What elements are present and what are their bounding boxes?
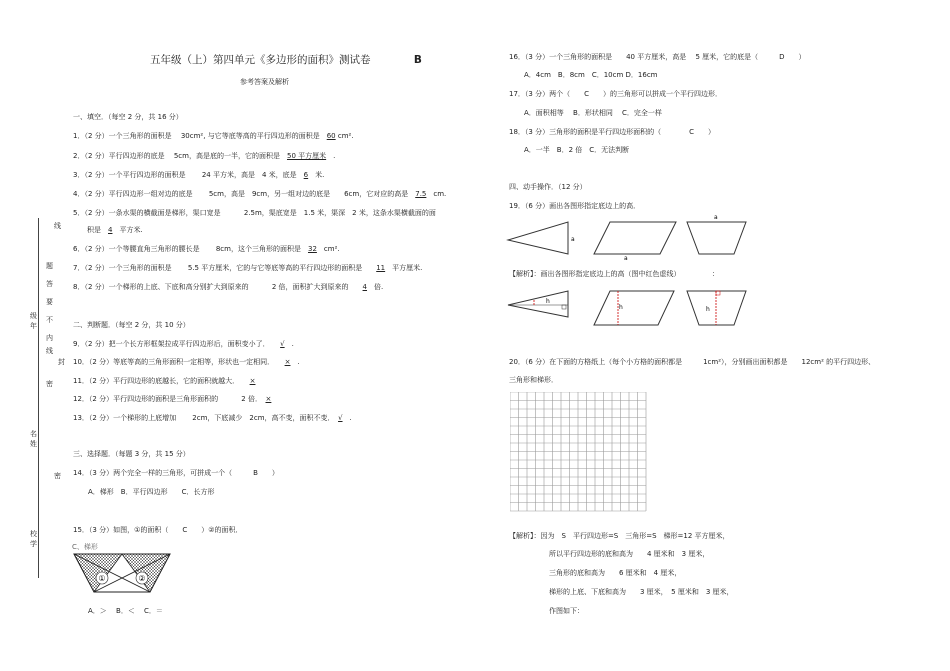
q7-text: 7．（2 分）一个三角形的面积是 5.5 平方厘米，它的与它等底等高的平行四边形的面积是 [73, 264, 377, 272]
side-label-no-answer-4: 不 [46, 316, 53, 324]
q9-text: 9．（2 分）把一个长方形框架拉成平行四边形后，面积变小了． [73, 340, 267, 348]
q5-text: 5．（2 分）一条水渠的横截面是梯形，渠口宽是 2.5m，渠底宽是 1.5 米，渠深 2 米，这条水渠横截面的面 [73, 209, 436, 217]
triangle-label-a: a [571, 236, 575, 243]
question-11 [73, 377, 255, 386]
question-12 [73, 395, 271, 404]
q6-text: 6．（2 分）一个等腰直角三角形的腰长是 8cm，这个三角形的面积是 [73, 245, 308, 253]
q1-text: 1．（2 分）一个三角形的面积是 30cm², 与它等底等高的平行四边形的面积是 [73, 132, 327, 140]
q19-answer-shapes [506, 285, 756, 331]
q1-answer: 60 [326, 132, 336, 140]
q13-answer: √ [338, 414, 343, 422]
question-1 [73, 132, 354, 141]
q7-answer: 11 [376, 264, 386, 272]
side-label-no-answer-5: 内 [46, 334, 53, 342]
question-18-options: A．一半 B．2 倍 C．无法判断 [524, 146, 630, 154]
question-5-cont [73, 226, 143, 235]
q8-post: 倍. [367, 283, 384, 291]
side-label-school-2: 学 [30, 540, 37, 548]
question-5 [73, 209, 436, 218]
question-17: 17．（3 分）两个（ C ）的三角形可以拼成一个平行四边形． [509, 90, 722, 98]
analysis-line-5: 作图如下： [549, 607, 584, 615]
q9-post: . [284, 340, 294, 348]
q12-answer: × [265, 395, 272, 403]
question-14-options: A．梯形 B．平行四边形 C．长方形 [88, 488, 215, 496]
page-version: B [413, 54, 422, 66]
side-label-secret2: 密 [54, 472, 61, 480]
q4-text: 4．（2 分）平行四边形一组对边的底是 5cm，高是 9cm，另一组对边的底是 6cm，它对应的高是 [73, 190, 416, 198]
analysis-line-3: 三角形的底和高为 6 厘米和 4 厘米， [549, 569, 682, 577]
q10-post: . [290, 358, 300, 366]
triangle-h-label: h [546, 298, 550, 305]
question-18: 18．（3 分）三角形的面积是平行四边形面积的（ C ） [509, 128, 715, 136]
region-2-label: ② [138, 574, 146, 583]
side-label-name-2: 姓 [30, 440, 37, 448]
page-title [150, 52, 422, 67]
side-label-no-answer-3: 要 [46, 298, 53, 306]
q9-answer: √ [280, 340, 285, 348]
binding-line [38, 218, 39, 578]
question-19: 19．（6 分）画出各图形指定底边上的高． [509, 202, 641, 210]
q2-post: . [326, 152, 336, 160]
triangle-shape [508, 222, 568, 254]
question-10 [73, 358, 300, 367]
q6-post: cm². [316, 245, 340, 253]
section4-heading: 四、动手操作．（12 分） [509, 183, 587, 191]
section1-heading: 一、填空．（每空 2 分，共 16 分） [73, 113, 183, 121]
analysis-line-2: 所以平行四边形的底和高为 4 厘米和 3 厘米， [549, 550, 710, 558]
parallelogram-h-label: h [619, 304, 623, 311]
question-20-cont: 三角形和梯形． [509, 376, 558, 384]
trapezoid-h-label: h [706, 306, 710, 313]
q19-analysis: 【解析】：画出各图形指定底边上的高（图中红色虚线） ： [509, 270, 719, 278]
q2-text: 2．（2 分）平行四边形的底是 5cm，高是底的一半，它的面积是 [73, 152, 287, 160]
side-label-no-answer-6: 线 [46, 347, 53, 355]
parallelogram-label-a: a [624, 255, 628, 260]
trapezoid-shape [687, 222, 746, 254]
q5-cont-text: 积是 [73, 226, 108, 234]
q10-answer: × [284, 358, 291, 366]
q12-text: 12．（2 分）平行四边形的面积是三角形面积的 2 倍． [73, 395, 259, 403]
q11-text: 11．（2 分）平行四边形的底越长，它的面积就越大． [73, 377, 236, 385]
q3-post: 米. [308, 171, 325, 179]
question-13 [73, 414, 352, 423]
q11-answer: × [249, 377, 256, 385]
analysis-line-4: 梯形的上底、下底和高为 3 厘米， 5 厘米和 3 厘米， [549, 588, 734, 596]
q1-post: cm². [335, 132, 354, 140]
question-3 [73, 171, 324, 180]
q6-answer: 32 [307, 245, 317, 253]
side-label-name-1: 名 [30, 430, 37, 438]
side-label-seal: 封 [58, 358, 65, 366]
parallelogram-shape [594, 222, 676, 254]
side-label-school-1: 校 [30, 530, 37, 538]
section3-heading: 三、选择题．（每题 3 分，共 15 分） [73, 450, 190, 458]
question-15: 15．（3 分）如图，①的面积（ C ）②的面积． [73, 526, 243, 534]
trapezoid-label-a: a [714, 214, 718, 221]
q5-answer: 4 [108, 226, 113, 234]
section2-heading: 二、判断题．（每空 2 分，共 10 分） [73, 321, 190, 329]
q4-answer: 7.5 [415, 190, 427, 198]
question-17-options: A．面积相等 B．形状相同 C．完全一样 [524, 109, 662, 117]
q8-answer: 4 [362, 283, 368, 291]
q3-answer: 6 [303, 171, 309, 179]
q10-text: 10．（2 分）等底等高的三角形面积一定相等，形状也一定相同． [73, 358, 271, 366]
side-label-no-answer-2: 答 [46, 280, 53, 288]
side-label-no-answer-1: 题 [46, 262, 53, 270]
question-14: 14．（3 分）两个完全一样的三角形，可拼成一个（ B ） [73, 469, 279, 477]
q19-shapes [506, 214, 756, 260]
question-4 [73, 190, 446, 199]
question-20: 20．（6 分）在下面的方格纸上（每个小方格的面积都是 1cm²），分别画出面积都是 12cm² 的平行四边形、 [509, 358, 876, 366]
page-title-text: 五年级（上）第四单元《多边形的面积》测试卷 [150, 54, 371, 66]
side-label-line: 线 [54, 222, 61, 230]
page-subtitle: 参考答案及解析 [240, 78, 289, 86]
q13-post: . [342, 414, 352, 422]
question-2 [73, 152, 335, 161]
q15-trapezoid-figure [72, 550, 172, 596]
q8-text: 8．（2 分）一个梯形的上底、下底和高分别扩大到原来的 2 倍，面积扩大到原来的 [73, 283, 363, 291]
question-8 [73, 283, 383, 292]
q15-figure-label: C、梯形 [72, 543, 98, 551]
q5-post: 平方米. [112, 226, 143, 234]
question-6 [73, 245, 340, 254]
q13-text: 13．（2 分）一个梯形的上底增加 2cm，下底减少 2cm，高不变，面积不变． [73, 414, 332, 422]
q2-answer: 50 平方厘米 [286, 152, 327, 160]
q4-post: cm. [426, 190, 447, 198]
question-9 [73, 340, 294, 349]
question-7 [73, 264, 422, 273]
side-label-grade-2: 年 [30, 322, 37, 330]
q3-text: 3．（2 分）一个平行四边形的面积是 24 平方米，高是 4 米，底是 [73, 171, 304, 179]
side-label-grade-1: 级 [30, 312, 37, 320]
question-15-options: A．＞ B．＜ C．＝ [88, 607, 163, 615]
q7-post: 平方厘米. [385, 264, 423, 272]
region-1-label: ① [98, 574, 106, 583]
graph-paper-grid [510, 392, 660, 522]
analysis-line-1: 【解析】：因为 S 平行四边形=S 三角形=S 梯形=12 平方厘米， [509, 532, 730, 540]
question-16-options: A．4cm B．8cm C．10cm D．16cm [524, 71, 658, 79]
question-16: 16．（3 分）一个三角形的面积是 40 平方厘米，高是 5 厘米，它的底是（ D ） [509, 53, 806, 61]
side-label-secret: 密 [46, 380, 53, 388]
